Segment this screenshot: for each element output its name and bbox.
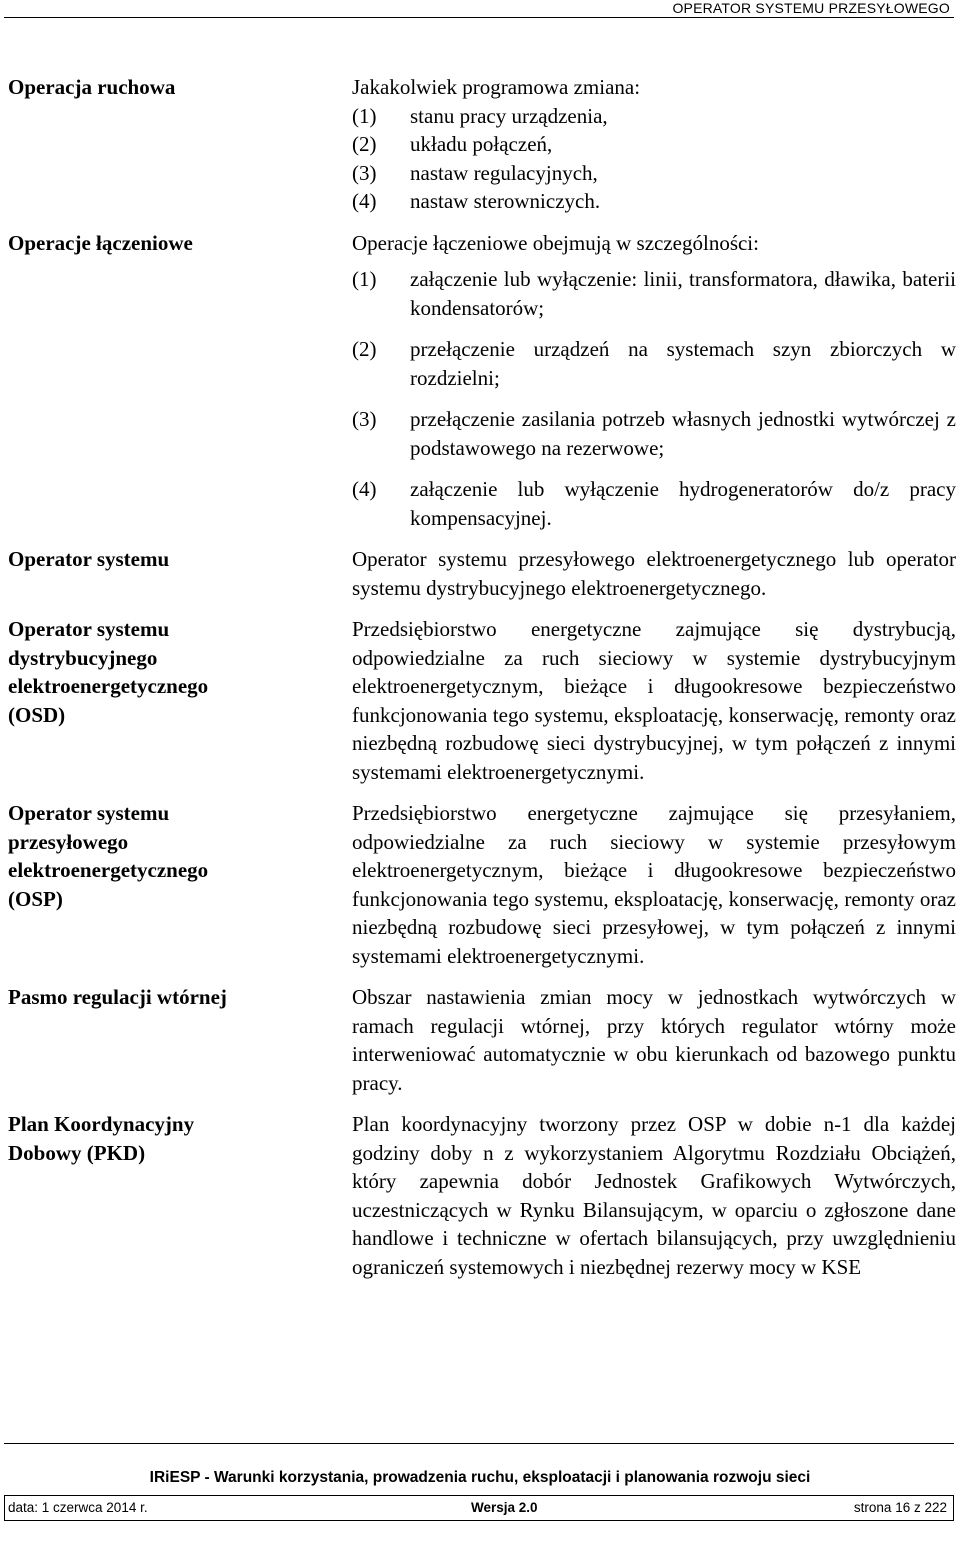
list-text: stanu pracy urządzenia, <box>410 103 608 128</box>
list-text: układu połączeń, <box>410 132 553 156</box>
term-line: elektroenergetycznego <box>8 858 209 882</box>
list-item <box>352 405 956 462</box>
glossary-entry-operacje-laczeniowe <box>8 227 956 533</box>
glossary-entry-osp <box>8 797 956 970</box>
list-text: załączenie lub wyłączenie: linii, transformatora, dławika, baterii kondensatorów; <box>410 267 956 320</box>
definition <box>352 543 956 602</box>
list-number: (4) <box>352 189 377 213</box>
list-number: (1) <box>352 267 377 291</box>
footer-rule <box>4 1443 954 1444</box>
definition <box>352 613 956 786</box>
list-text: nastaw regulacyjnych, <box>410 160 598 185</box>
term <box>8 797 352 970</box>
definition <box>352 797 956 970</box>
footer-page-number: strona 16 z 222 <box>853 1500 947 1515</box>
glossary-entry-operator-systemu <box>8 543 956 602</box>
definition <box>352 71 956 216</box>
list-item <box>352 335 956 392</box>
term-line: elektroenergetycznego <box>8 674 209 698</box>
definition-intro: Jakakolwiek programowa zmiana: <box>352 75 641 99</box>
definition-intro: Operacje łączeniowe obejmują w szczególności: <box>352 230 759 255</box>
list-text: załączenie lub wyłączenie hydrogeneratorów do/z pracy kompensacyjnej. <box>410 477 956 530</box>
list-item <box>352 265 956 322</box>
list-number: (3) <box>352 160 377 185</box>
glossary <box>8 71 956 1292</box>
footer-document-title: IRiESP - Warunki korzystania, prowadzenia ruchu, eksploatacji i planowania rozwoju sieci <box>149 1469 811 1486</box>
running-header: OPERATOR SYSTEMU PRZESYŁOWEGO <box>672 0 950 16</box>
term: Operacje łączeniowe <box>8 230 193 255</box>
list-number: (2) <box>352 132 377 156</box>
footer-date: data: 1 czerwca 2014 r. <box>8 1500 148 1515</box>
definition <box>352 1108 956 1281</box>
term <box>8 613 352 786</box>
definition <box>352 227 956 533</box>
list-item <box>352 102 956 131</box>
definition-text: Przedsiębiorstwo energetyczne zajmujące się przesyłaniem, odpowiedzialne za ruch sieciowy w systemie przesyłowym elektroenergetycznym, bieżące i długookresowe bezpieczeństwo funkcjonowania tego systemu, eksploatację, konserwację, remonty oraz niezbędną rozbudowę sieci przesyłowej, w tym połączeń z innymi systemami elektroenergetycznymi. <box>352 801 956 968</box>
term-line: Operator systemu <box>8 801 170 825</box>
term-line: Plan Koordynacyjny <box>8 1112 195 1136</box>
list-text: przełączenie zasilania potrzeb własnych jednostki wytwórczej z podstawowego na rezerwowe; <box>410 407 956 460</box>
term-line: (OSD) <box>8 702 66 727</box>
glossary-entry-operacja-ruchowa <box>8 71 956 216</box>
definition-text: Przedsiębiorstwo energetyczne zajmujące się dystrybucją, odpowiedzialne za ruch sieciowy w systemie dystrybucyjnym elektroenergetycznym, bieżące i długookresowe bezpieczeństwo funkcjonowania tego systemu, eksploatację, konserwację, remonty oraz niezbędną rozbudowę sieci dystrybucyjnej, w tym połączeń z innymi systemami elektroenergetycznymi. <box>352 617 956 784</box>
list-number: (3) <box>352 407 377 431</box>
footer-version: Wersja 2.0 <box>471 1500 538 1515</box>
list-number: (1) <box>352 103 377 128</box>
term-line: (OSP) <box>8 886 63 911</box>
list-item <box>352 130 956 159</box>
list-text: przełączenie urządzeń na systemach szyn zbiorczych w rozdzielni; <box>410 337 956 390</box>
footer-info-box <box>4 1495 954 1521</box>
definition-text: Operator systemu przesyłowego elektroenergetycznego lub operator systemu dystrybucyjnego elektroenergetycznego. <box>352 547 956 600</box>
definition-list <box>352 102 956 216</box>
term-line: Operator systemu <box>8 617 170 641</box>
term <box>8 1108 352 1281</box>
term-line: Dobowy (PKD) <box>8 1140 146 1165</box>
term-line: przesyłowego <box>8 829 129 854</box>
list-item <box>352 475 956 532</box>
glossary-entry-osd <box>8 613 956 786</box>
list-item <box>352 159 956 188</box>
term: Pasmo regulacji wtórnej <box>8 985 227 1009</box>
definition-list <box>352 265 956 532</box>
term: Operator systemu <box>8 547 170 571</box>
definition-text: Plan koordynacyjny tworzony przez OSP w dobie n-1 dla każdej godziny doby n z wykorzystaniem Algorytmu Rozdziału Obciążeń, który zapewnia dobór Jednostek Grafikowych Wytwórczych, uczestniczących w Rynku Bilansującym, w oparciu o zgłoszone dane handlowe i techniczne w ofertach bilansujących, przy uwzględnieniu ograniczeń systemowych i niezbędnej rezerwy mocy w KSE <box>352 1112 956 1279</box>
list-text: nastaw sterowniczych. <box>410 189 601 213</box>
definition <box>352 981 956 1097</box>
term: Operacja ruchowa <box>8 75 176 99</box>
list-number: (4) <box>352 477 377 501</box>
term-line: dystrybucyjnego <box>8 645 158 670</box>
glossary-entry-pkd <box>8 1108 956 1281</box>
definition-text: Obszar nastawienia zmian mocy w jednostkach wytwórczych w ramach regulacji wtórnej, przy których regulator wtórny może interweniować automatycznie w obu kierunkach od bazowego punktu pracy. <box>352 985 956 1095</box>
glossary-entry-pasmo-regulacji-wtornej <box>8 981 956 1097</box>
header-rule <box>4 17 954 18</box>
list-item <box>352 187 956 216</box>
list-number: (2) <box>352 337 377 361</box>
